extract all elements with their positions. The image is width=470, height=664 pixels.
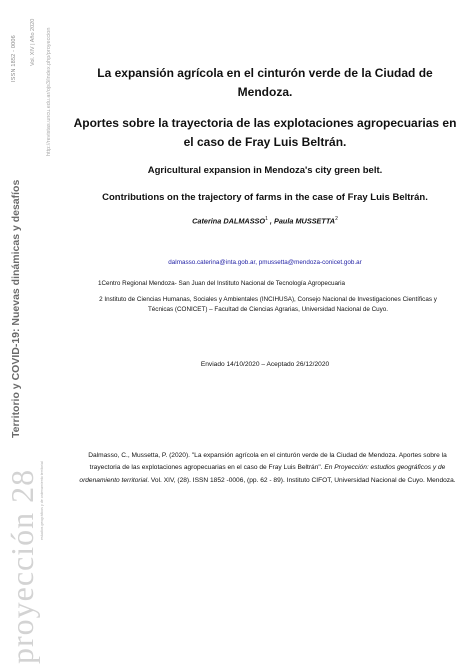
subtitle-spanish: Aportes sobre la trayectoria de las explotaciones agropecuarias en el caso de Fray Luis Beltrán.	[73, 116, 457, 149]
journal-tagline: estudios geográficos y de ordenamiento territorial	[40, 461, 44, 540]
author-separator: ,	[267, 216, 274, 226]
authors-line	[70, 216, 460, 225]
received-accepted-dates: Enviado 14/10/2020 – Aceptado 26/12/2020	[200, 361, 330, 368]
author-name: Paula MUSSETTA	[273, 216, 336, 226]
title-english: Agricultural expansion in Mendoza's city green belt.	[147, 165, 383, 176]
citation-text: . Vol. XIV, (28). ISSN 1852 -0006, (pp. 62 - 89). Instituto CIFOT, Universidad Nacional de Cuyo. Mendoza.	[147, 476, 456, 484]
journal-url: http://revistas.uncu.edu.ar/ojs3/index.php/proyeccion	[46, 27, 52, 156]
subtitle-english: Contributions on the trajectory of farms in the case of Fray Luis Beltrán.	[102, 192, 428, 203]
citation-journal: En Proyección: estudios geográficos y de ordenamiento territorial	[79, 464, 446, 484]
author-emails[interactable]: dalmasso.caterina@inta.gob.ar, pmussetta@mendoza-conicet.gob.ar	[168, 259, 362, 266]
author-name: Caterina DALMASSO	[192, 216, 266, 226]
journal-logo: proyección 28	[4, 468, 40, 664]
title-spanish: La expansión agrícola en el cinturón verde de la Ciudad de Mendoza.	[97, 66, 433, 99]
journal-sidebar	[0, 0, 62, 664]
issn-label: ISSN 1852 - 0006	[11, 35, 17, 82]
citation-block	[75, 450, 460, 487]
citation-text: Dalmasso, C., Mussetta, P. (2020). "La expansión agrícola en el cinturón verde de la Ciudad de Mendoza. Aportes sobre la trayectoria de las explotaciones agropecuarias en el caso de Fray Luis Beltrán".	[88, 452, 447, 472]
author-superscript: 1	[265, 216, 268, 222]
affiliation-2: 2 Instituto de Ciencias Humanas, Sociales y Ambientales (INCIHUSA), Consejo Nacional de Investigaciones Científicas y Técnicas (CONICET) – Facultad de Ciencias Agrarias, Universidad Nacional de Cuyo.	[99, 296, 437, 313]
series-title: Territorio y COVID-19: Nuevas dinámicas y desafíos	[10, 179, 22, 438]
volume-label: Vol. XIV | Año 2020	[30, 18, 36, 66]
author-superscript: 2	[335, 216, 338, 222]
affiliation-1: 1Centro Regional Mendoza- San Juan del Instituto Nacional de Tecnología Agropecuaria	[98, 280, 346, 287]
